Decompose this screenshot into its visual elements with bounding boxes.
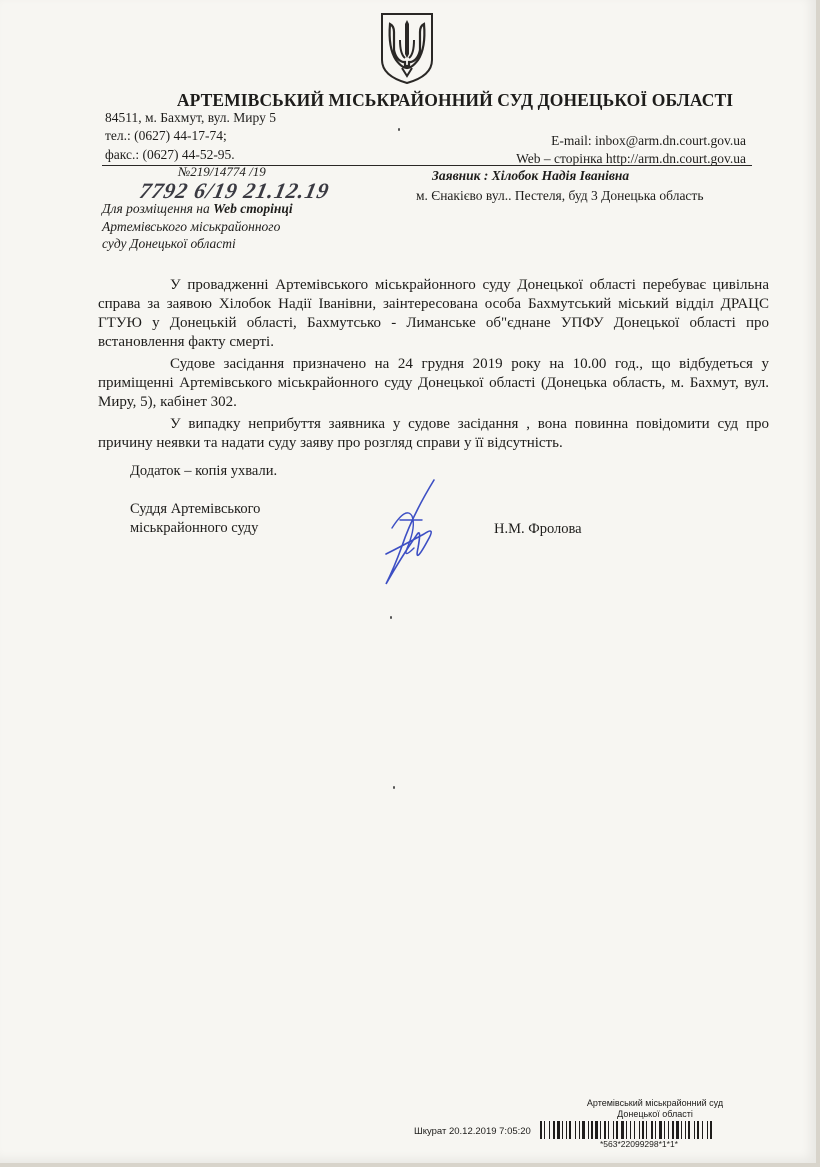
- barcode-bar: [707, 1121, 708, 1139]
- registration-number: №219/14774 /19: [178, 164, 266, 179]
- placement-web: Web сторінці: [213, 201, 293, 216]
- judge-name: Н.М. Фролова: [494, 521, 582, 537]
- barcode-bar: [540, 1121, 542, 1139]
- barcode-bar: [591, 1121, 593, 1139]
- barcode-bar: [616, 1121, 618, 1139]
- barcode-bar: [579, 1121, 580, 1139]
- barcode-bar: [549, 1121, 550, 1139]
- scan-speck: [398, 128, 400, 131]
- barcode-bar: [710, 1121, 712, 1139]
- body-paragraph-2: Судове засідання призначено на 24 грудня 2019 року на 10.00 год., що відбудеться у приміщенні Артемівського міськрайонного суду Донецької області (Донецька область, м. Бахмут, вул. Миру, 5), кабінет 302.: [98, 356, 769, 410]
- letter-body: [98, 276, 769, 453]
- judge-title-line1: Суддя Артемівського: [130, 501, 261, 517]
- barcode-bar: [566, 1121, 567, 1139]
- placement-line1: [102, 201, 293, 217]
- barcode-bar: [634, 1121, 635, 1139]
- barcode-bar: [676, 1121, 679, 1139]
- barcode-bar: [588, 1121, 589, 1139]
- attachment-note: Додаток – копія ухвали.: [130, 463, 278, 479]
- registry-stamp-court: [570, 1098, 740, 1120]
- court-website: Web – сторінка http://arm.dn.court.gov.ua: [516, 151, 746, 166]
- scan-speck: [390, 616, 392, 619]
- barcode-bar: [557, 1121, 560, 1139]
- stamp-court-line1: Артемівський міськрайонний суд: [586, 1098, 724, 1108]
- handwritten-registration: 7792 6/19 21.12.19: [137, 178, 332, 203]
- registry-stamp-clerk: Шкурат 20.12.2019 7:05:20: [414, 1126, 531, 1137]
- registry-barcode: [540, 1121, 776, 1139]
- judge-title-line2: міськрайонного суду: [130, 520, 259, 536]
- judge-title: [130, 500, 260, 538]
- barcode-bar: [655, 1121, 656, 1139]
- barcode-bar: [681, 1121, 682, 1139]
- trident-emblem-icon: [378, 10, 436, 86]
- barcode-bar: [575, 1121, 576, 1139]
- barcode-bar: [600, 1121, 601, 1139]
- barcode-bar: [702, 1121, 703, 1139]
- barcode-bar: [626, 1121, 627, 1139]
- barcode-bar: [642, 1121, 644, 1139]
- barcode-bar: [595, 1121, 598, 1139]
- barcode-bar: [553, 1121, 555, 1139]
- barcode-bar: [562, 1121, 563, 1139]
- barcode-bar: [582, 1121, 585, 1139]
- court-fax: факс.: (0627) 44-52-95.: [105, 147, 235, 162]
- body-paragraph-3: У випадку неприбуття заявника у судове засідання , вона повинна повідомити суд про причину неявки та надати суду заяву про розгляд справи у її відсутність.: [98, 416, 769, 451]
- barcode-bar: [604, 1121, 606, 1139]
- barcode-bar: [639, 1121, 640, 1139]
- barcode-bar: [672, 1121, 674, 1139]
- barcode-number: *563*22099298*1*1*: [600, 1139, 678, 1149]
- barcode-bar: [630, 1121, 631, 1139]
- barcode-bar: [646, 1121, 647, 1139]
- court-title: АРТЕМІВСЬКИЙ МІСЬКРАЙОННИЙ СУД ДОНЕЦЬКОЇ ОБЛАСТІ: [176, 90, 734, 110]
- barcode-bar: [608, 1121, 609, 1139]
- scan-speck: [393, 786, 395, 789]
- court-phone: тел.: (0627) 44-17-74;: [105, 128, 227, 143]
- barcode-bar: [544, 1121, 545, 1139]
- applicant-name: Заявник : Хілобок Надія Іванівна: [432, 168, 630, 183]
- placement-prefix: Для розміщення на: [102, 201, 214, 216]
- court-email: E-mail: inbox@arm.dn.court.gov.ua: [551, 133, 746, 148]
- barcode-bar: [651, 1121, 653, 1139]
- handwritten-signature: [372, 476, 452, 592]
- barcode-bar: [694, 1121, 695, 1139]
- court-address: 84511, м. Бахмут, вул. Миру 5: [105, 110, 276, 125]
- barcode-bar: [659, 1121, 662, 1139]
- placement-line2: Артемівського міськрайонного: [102, 219, 281, 234]
- barcode-bar: [697, 1121, 699, 1139]
- stamp-court-line2: Донецької області: [617, 1109, 693, 1119]
- barcode-bar: [668, 1121, 669, 1139]
- barcode-bar: [613, 1121, 614, 1139]
- barcode-bar: [688, 1121, 690, 1139]
- barcode-bar: [685, 1121, 686, 1139]
- barcode-bar: [621, 1121, 624, 1139]
- barcode-bar: [664, 1121, 665, 1139]
- placement-line3: суду Донецької області: [102, 236, 236, 251]
- barcode-bar: [569, 1121, 571, 1139]
- applicant-address: м. Єнакієво вул.. Пестеля, буд 3 Донецька область: [416, 188, 704, 203]
- body-paragraph-1: У провадженні Артемівського міськрайонного суду Донецької області перебуває цивільна справа за заявою Хілобок Надії Іванівни, заінтересована особа Бахмутський міський відділ ДРАЦС ГТУЮ у Донецькій області, Бахмутсько - Лиманське об"єднане УПФУ Донецької області про встановлення факту смерті.: [98, 277, 769, 350]
